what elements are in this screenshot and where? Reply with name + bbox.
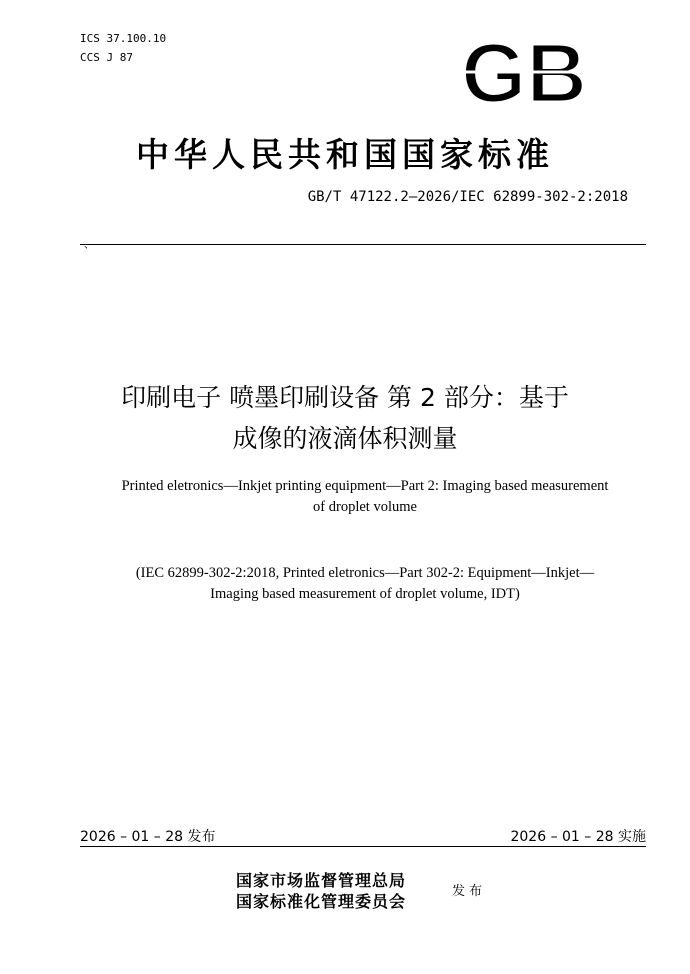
footer-divider: [80, 846, 646, 847]
english-title: [60, 476, 670, 518]
issue-date: 2026 – 01 – 28 发布: [80, 829, 216, 845]
idt-reference-line2: Imaging based measurement of droplet volume, IDT): [210, 586, 520, 602]
chinese-title-line2: 成像的液滴体积测量: [232, 424, 458, 453]
gb-logo: [458, 34, 590, 110]
publisher-samr: 国家市场监督管理总局: [236, 871, 407, 890]
idt-reference: [60, 563, 670, 605]
header-mark: 、: [84, 240, 94, 251]
national-standard-title: 中华人民共和国国家标准: [136, 135, 554, 174]
header-divider: [80, 244, 646, 245]
chinese-title-line1: 印刷电子 喷墨印刷设备 第 2 部分：基于: [121, 383, 569, 412]
idt-reference-line1: (IEC 62899-302-2:2018, Printed eletronics—Part 302-2: Equipment—Inkjet—: [135, 565, 595, 581]
ccs-code: CCS J 87: [80, 51, 133, 64]
publisher-sac: 国家标准化管理委员会: [236, 892, 407, 911]
implement-date: 2026 – 01 – 28 实施: [510, 829, 646, 845]
publish-label: 发布: [452, 884, 487, 899]
gb-logo-text: GB: [461, 34, 587, 110]
english-title-line1: Printed eletronics—Inkjet printing equipment—Part 2: Imaging based measurement: [121, 478, 609, 494]
ics-code: ICS 37.100.10: [80, 32, 167, 45]
standard-code: GB/T 47122.2—2026/IEC 62899-302-2:2018: [307, 189, 628, 205]
english-title-line2: of droplet volume: [313, 499, 417, 515]
